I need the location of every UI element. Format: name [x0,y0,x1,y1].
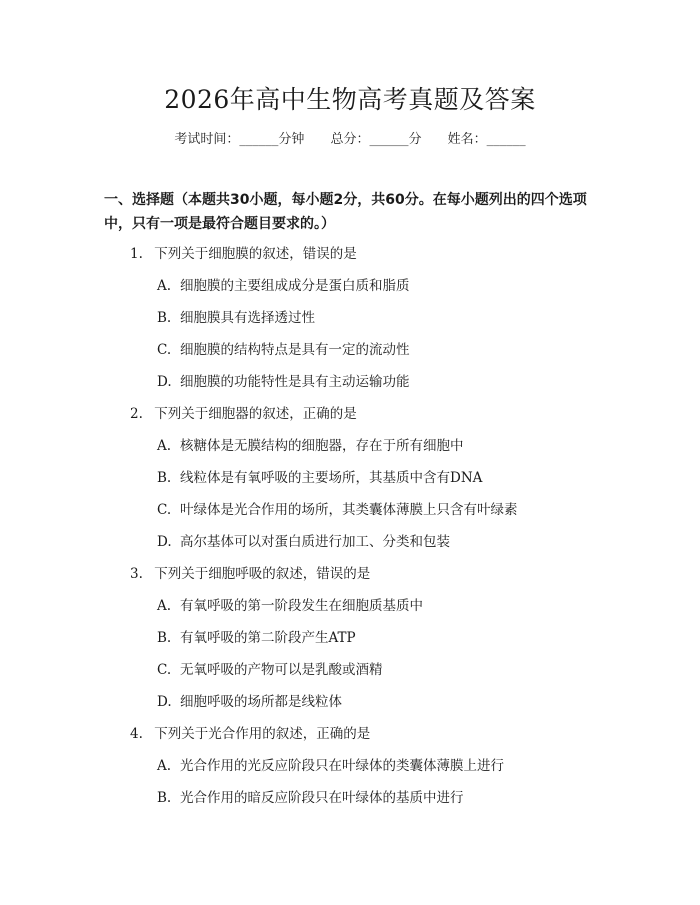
option-text: 有氧呼吸的第一阶段发生在细胞质基质中 [180,598,423,614]
question-stem: 下列关于光合作用的叙述，正确的是 [154,726,371,742]
option-text: 光合作用的光反应阶段只在叶绿体的类囊体薄膜上进行 [180,758,504,774]
option-letter: A. [157,598,172,614]
question-stem: 下列关于细胞呼吸的叙述，错误的是 [154,566,371,582]
total-score-field: 总分：______分 [330,132,422,147]
question-2-option-b [157,468,482,488]
option-text: 叶绿体是光合作用的场所，其类囊体薄膜上只含有叶绿素 [180,502,518,518]
option-text: 有氧呼吸的第二阶段产生ATP [180,630,356,646]
option-letter: B. [157,310,172,326]
option-letter: B. [157,470,172,486]
option-letter: D. [157,694,172,710]
question-1-option-b [157,308,315,328]
option-text: 线粒体是有氧呼吸的主要场所，其基质中含有DNA [180,470,483,486]
question-number: 2. [130,406,143,422]
question-4-option-b [157,788,464,808]
student-name-field: 姓名：______ [447,132,526,147]
option-text: 核糖体是无膜结构的细胞器，存在于所有细胞中 [180,438,464,454]
option-text: 高尔基体可以对蛋白质进行加工、分类和包装 [180,534,450,550]
question-stem: 下列关于细胞器的叙述，正确的是 [154,406,357,422]
question-4 [130,724,370,744]
question-1 [130,244,357,264]
exam-info-row [0,130,700,150]
question-number: 4. [130,726,143,742]
option-text: 细胞呼吸的场所都是线粒体 [180,694,342,710]
question-3-option-a [157,596,423,616]
question-2-option-c [157,500,518,520]
option-letter: D. [157,534,172,550]
option-text: 细胞膜的主要组成成分是蛋白质和脂质 [180,278,410,294]
question-number: 1. [130,246,143,262]
section-heading: 一、选择题（本题共30小题，每小题2分，共60分。在每小题列出的四个选项中，只有一项是最符合题目要求的。） [104,192,587,232]
option-letter: C. [157,502,172,518]
exam-time-field: 考试时间：______分钟 [174,132,305,147]
question-4-option-a [157,756,504,776]
option-letter: A. [157,278,172,294]
option-text: 细胞膜的功能特性是具有主动运输功能 [180,374,410,390]
option-text: 光合作用的暗反应阶段只在叶绿体的基质中进行 [180,790,464,806]
option-letter: C. [157,662,172,678]
question-3 [130,564,370,584]
question-number: 3. [130,566,143,582]
question-1-option-c [157,340,410,360]
question-3-option-c [157,660,383,680]
option-text: 无氧呼吸的产物可以是乳酸或酒精 [180,662,383,678]
option-letter: C. [157,342,172,358]
option-letter: A. [157,758,172,774]
question-2 [130,404,357,424]
page-title: 2026年高中生物高考真题及答案 [164,85,536,114]
option-letter: B. [157,630,172,646]
question-1-option-d [157,372,410,392]
option-letter: B. [157,790,172,806]
question-stem: 下列关于细胞膜的叙述，错误的是 [154,246,357,262]
question-2-option-a [157,436,464,456]
option-letter: A. [157,438,172,454]
question-2-option-d [157,532,450,552]
option-text: 细胞膜具有选择透过性 [180,310,315,326]
option-text: 细胞膜的结构特点是具有一定的流动性 [180,342,410,358]
question-1-option-a [157,276,410,296]
question-3-option-b [157,628,356,648]
option-letter: D. [157,374,172,390]
question-3-option-d [157,692,342,712]
